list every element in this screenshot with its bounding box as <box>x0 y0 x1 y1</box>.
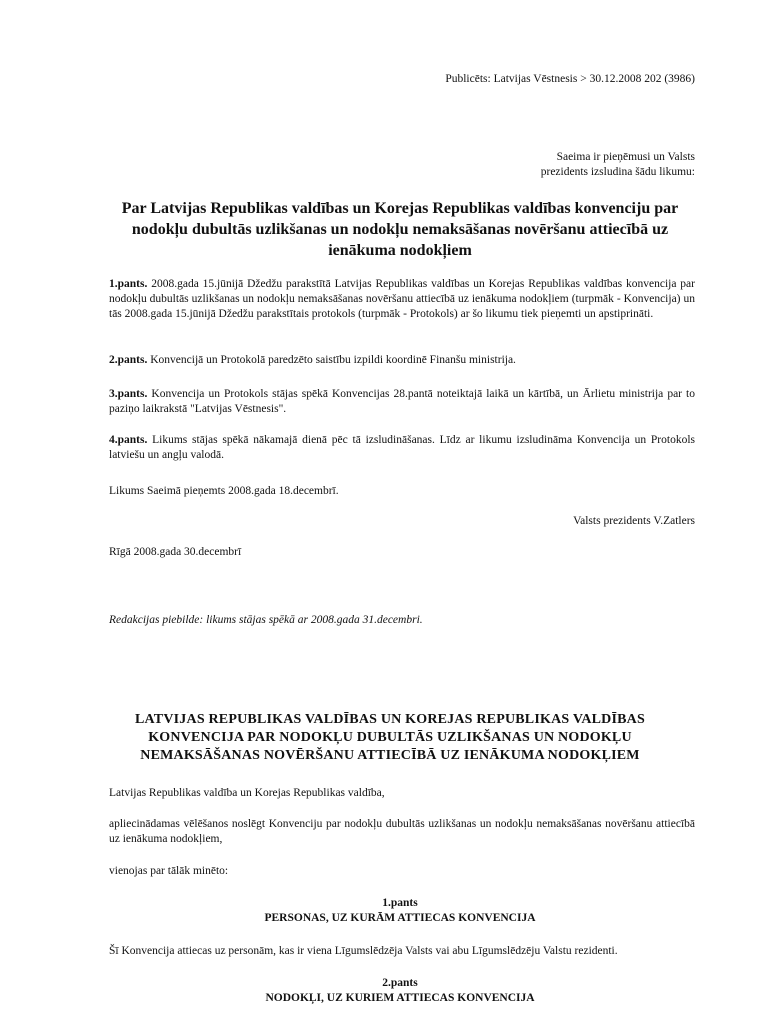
article-2-text: Konvencijā un Protokolā paredzēto saistību izpildi koordinē Finanšu ministrija. <box>147 354 516 366</box>
adopted-line: Likums Saeimā pieņemts 2008.gada 18.decembrī. <box>109 485 339 497</box>
convention-article-1-text: Šī Konvencija attiecas uz personām, kas ir viena Līgumslēdzēja Valsts vai abu Līgumslēdzēju Valstu rezidenti. <box>109 945 618 957</box>
convention-article-1-number: 1.pants <box>382 897 418 909</box>
article-4-label: 4.pants. <box>109 434 148 446</box>
convention-article-1-heading <box>100 896 700 926</box>
article-1 <box>109 277 695 322</box>
convention-title: LATVIJAS REPUBLIKAS VALDĪBAS UN KOREJAS REPUBLIKAS VALDĪBAS KONVENCIJA PAR NODOKĻU DUBULTĀS UZLIKŠANAS UN NODOKĻU NEMAKSĀŠANAS NOVĒRŠANU ATTIECĪBĀ UZ IENĀKUMA NODOKĻIEM <box>135 712 645 763</box>
intro-line-2: prezidents izsludina šādu likumu: <box>540 166 695 178</box>
convention-article-2-name: NODOKĻI, UZ KURIEM ATTIECAS KONVENCIJA <box>265 992 535 1004</box>
intro-block <box>400 150 695 180</box>
editorial-note: Redakcijas piebilde: likums stājas spēkā ar 2008.gada 31.decembri. <box>109 614 423 626</box>
preamble-agree: vienojas par tālāk minēto: <box>109 865 229 877</box>
intro-line-1: Saeima ir pieņēmusi un Valsts <box>556 151 695 163</box>
convention-article-1-name: PERSONAS, UZ KURĀM ATTIECAS KONVENCIJA <box>264 912 536 924</box>
convention-article-2-number: 2.pants <box>382 977 418 989</box>
convention-article-2-heading <box>100 976 700 1006</box>
published-line: Publicēts: Latvijas Vēstnesis > 30.12.2008 202 (3986) <box>445 73 695 85</box>
article-3-label: 3.pants. <box>109 388 148 400</box>
article-4 <box>109 433 695 463</box>
place-date: Rīgā 2008.gada 30.decembrī <box>109 546 242 558</box>
article-2 <box>109 353 695 368</box>
president-signature: Valsts prezidents V.Zatlers <box>573 515 695 527</box>
article-3-text: Konvencija un Protokols stājas spēkā Konvencijas 28.pantā noteiktajā laikā un kārtībā, un Ārlietu ministrija par to paziņo laikrakstā "Latvijas Vēstnesis". <box>109 388 695 415</box>
article-1-text: 2008.gada 15.jūnijā Džedžu parakstītā Latvijas Republikas valdības un Korejas Republikas valdības konvencija par nodokļu dubultās uzlikšanas un nodokļu nemaksāšanas novēršanu attiecībā uz ienākuma nodokļiem (turpmāk - Konvencija) un tās 2008.gada 15.jūnijā Džedžu parakstītais protokols (turpmāk - Protokols) ar šo likumu tiek pieņemti un apstiprināti. <box>109 278 695 320</box>
article-1-label: 1.pants. <box>109 278 148 290</box>
law-title: Par Latvijas Republikas valdības un Korejas Republikas valdības konvenciju par nodokļu dubultās uzlikšanas un nodokļu nemaksāšanas novēršanu attiecībā uz ienākuma nodokļiem <box>121 200 679 259</box>
preamble-intent: apliecinādamas vēlēšanos noslēgt Konvenciju par nodokļu dubultās uzlikšanas un nodokļu nemaksāšanas novēršanu attiecībā uz ienākuma nodokļiem, <box>109 818 695 845</box>
preamble-parties: Latvijas Republikas valdība un Korejas Republikas valdība, <box>109 787 385 799</box>
article-4-text: Likums stājas spēkā nākamajā dienā pēc tā izsludināšanas. Līdz ar likumu izsludināma Konvencija un Protokols latviešu un angļu valodā. <box>109 434 695 461</box>
article-2-label: 2.pants. <box>109 354 148 366</box>
article-3 <box>109 387 695 417</box>
